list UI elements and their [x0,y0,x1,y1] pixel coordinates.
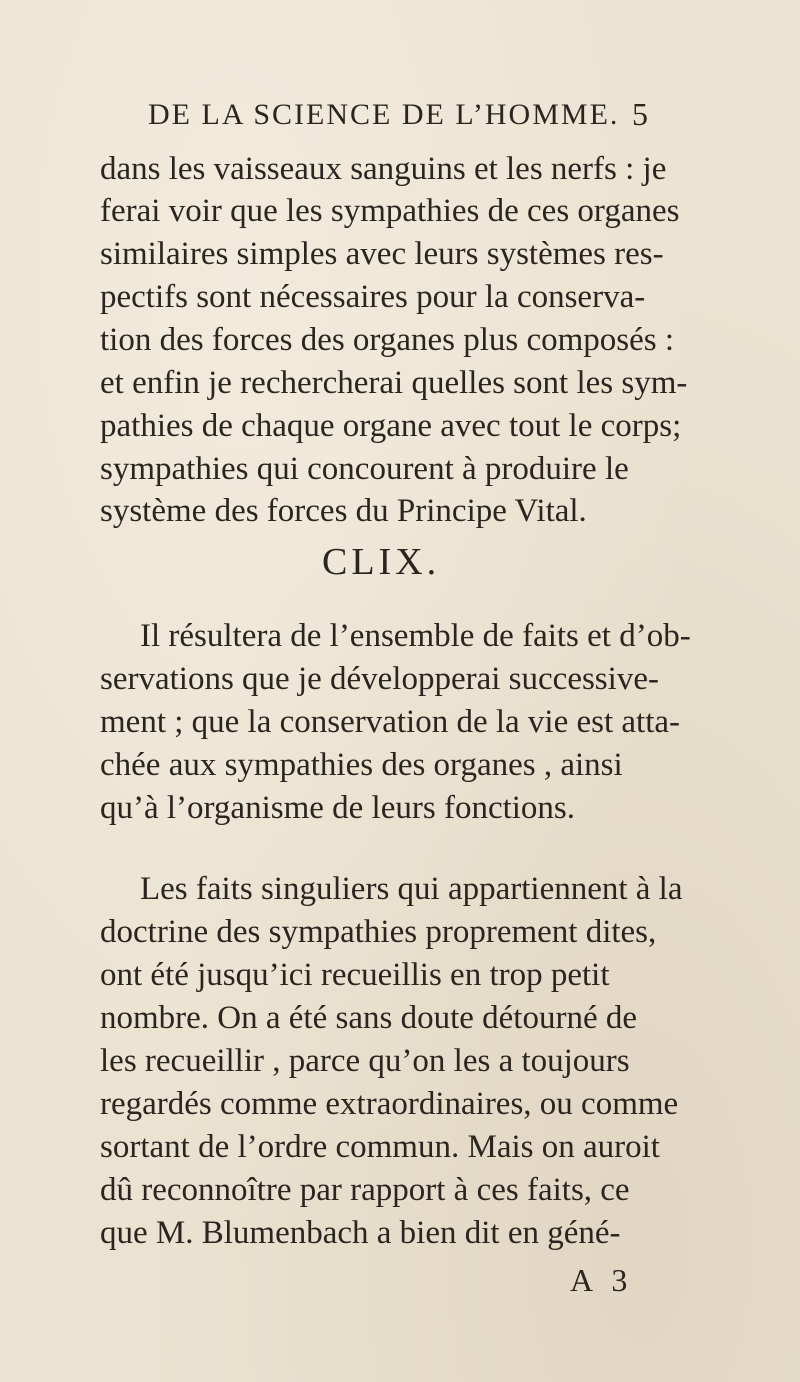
text-line: Les faits singuliers qui appartiennent à la [140,871,683,907]
text-line: sortant de l’ordre commun. Mais on auroit [100,1129,660,1165]
text-line: dans les vaisseaux sanguins et les nerfs : je [100,151,667,187]
text-line: ment ; que la conservation de la vie est atta- [100,704,681,740]
text-line: nombre. On a été sans doute détourné de [100,1000,637,1036]
text-line: les recueillir , parce qu’on les a toujours [100,1043,630,1079]
text-line: système des forces du Principe Vital. [100,493,587,529]
signature-mark: A 3 [570,1262,634,1298]
text-line: regardés comme extraordinaires, ou comme [100,1086,679,1122]
text-line: chée aux sympathies des organes , ainsi [100,747,623,783]
text-line: ont été jusqu’ici recueillis en trop petit [100,957,610,993]
text-line: et enfin je rechercherai quelles sont les sym- [100,365,688,401]
text-line: pathies de chaque organe avec tout le corps; [100,408,682,444]
text-line: Il résultera de l’ensemble de faits et d’ob- [140,618,691,654]
text-line: que M. Blumenbach a bien dit en géné- [100,1215,621,1251]
text-line: servations que je développerai successive- [100,661,659,697]
text-line: dû reconnoître par rapport à ces faits, ce [100,1172,630,1208]
text-line: doctrine des sympathies proprement dites, [100,914,657,950]
text-line: ferai voir que les sympathies de ces organes [100,193,680,229]
text-line: pectifs sont nécessaires pour la conserva- [100,279,646,315]
running-head: DE LA SCIENCE DE L’HOMME. [148,98,620,131]
text-line: qu’à l’organisme de leurs fonctions. [100,790,576,826]
text-line: tion des forces des organes plus composés : [100,322,675,358]
page-number: 5 [632,96,648,132]
section-heading: CLIX. [322,541,441,583]
text-line: sympathies qui concourent à produire le [100,451,629,487]
text-line: similaires simples avec leurs systèmes res- [100,236,664,272]
